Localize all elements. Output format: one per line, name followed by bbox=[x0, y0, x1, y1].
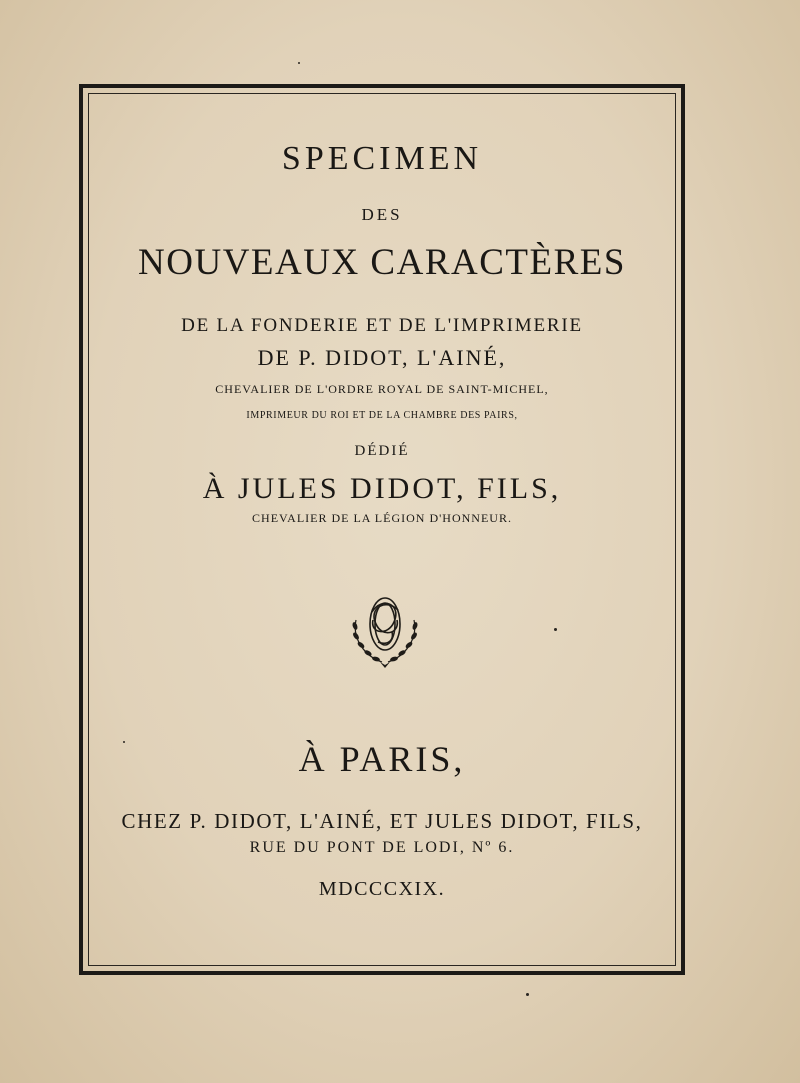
dedicatee-line: À JULES DIDOT, FILS, bbox=[202, 472, 562, 505]
dedie-line: DÉDIÉ bbox=[354, 443, 410, 459]
title-nouveaux-caracteres: NOUVEAUX CARACTÈRES bbox=[138, 242, 626, 283]
paper-speck bbox=[526, 993, 529, 996]
laurel-monogram-icon bbox=[342, 590, 428, 676]
year-line: MDCCCXIX. bbox=[318, 878, 446, 900]
publisher-line: CHEZ P. DIDOT, L'AINÉ, ET JULES DIDOT, FILS, bbox=[121, 809, 643, 833]
city-line: À PARIS, bbox=[298, 739, 466, 779]
didot-line: DE P. DIDOT, L'AINÉ, bbox=[257, 345, 507, 370]
chevalier-legion-line: CHEVALIER DE LA LÉGION D'HONNEUR. bbox=[252, 511, 512, 525]
paper-speck bbox=[298, 62, 300, 64]
chevalier-ordre-line: CHEVALIER DE L'ORDRE ROYAL DE SAINT-MICHEL, bbox=[215, 382, 549, 396]
title-specimen: SPECIMEN bbox=[281, 140, 483, 177]
fonderie-line: DE LA FONDERIE ET DE L'IMPRIMERIE bbox=[181, 315, 583, 336]
paper-speck bbox=[123, 741, 125, 743]
title-des: DES bbox=[361, 205, 403, 224]
paper-speck bbox=[554, 628, 557, 631]
address-line: RUE DU PONT DE LODI, Nº 6. bbox=[249, 839, 515, 856]
imprimeur-line: IMPRIMEUR DU ROI ET DE LA CHAMBRE DES PAIRS, bbox=[246, 410, 518, 421]
